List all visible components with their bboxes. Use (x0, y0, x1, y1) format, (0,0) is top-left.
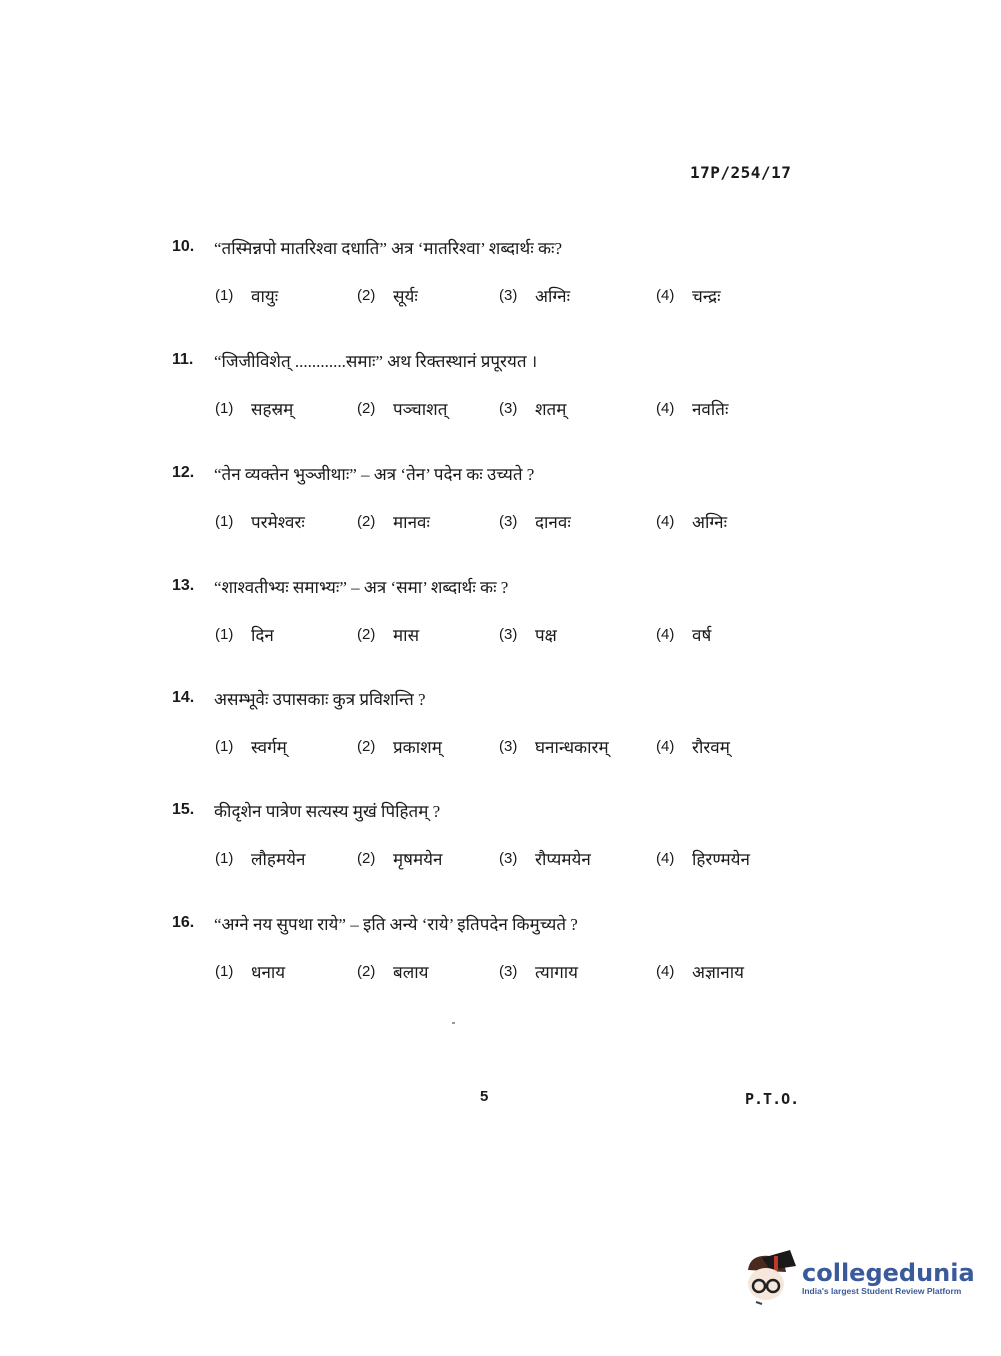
option-text: अग्निः (692, 512, 728, 532)
option (357, 843, 442, 873)
option-text: मास (393, 625, 420, 645)
option-number: (3) (499, 286, 518, 304)
option-number: (3) (499, 962, 518, 980)
option-text: प्रकाशम् (393, 737, 442, 757)
option-text: दिन (251, 625, 274, 645)
option (215, 619, 274, 649)
option-text: बलाय (393, 962, 429, 982)
option-text: अग्निः (535, 286, 571, 306)
paper-code: 17P/254/17 (690, 163, 792, 182)
option (357, 956, 429, 986)
option-list (172, 731, 812, 761)
option-number: (4) (656, 399, 675, 417)
question (172, 908, 812, 986)
option (656, 280, 721, 310)
option-text: स्वर्गम् (251, 737, 287, 757)
option-text: मानवः (393, 512, 430, 532)
option-number: (2) (357, 625, 376, 643)
option-text: हिरण्मयेन (692, 849, 750, 869)
option-text: नवतिः (692, 399, 729, 419)
option (357, 393, 447, 423)
question-stem (172, 345, 812, 375)
option-text: त्यागाय (535, 962, 579, 982)
option (357, 619, 419, 649)
option-text: सहस्रम् (251, 399, 294, 419)
question-text: कीदृशेन पात्रेण सत्यस्य मुखं पिहितम् ? (214, 801, 441, 821)
question-text: “तेन व्यक्तेन भुञ्जीथाः” – अत्र ‘तेन’ पदेन कः उच्यते ? (214, 464, 535, 484)
option-number: (4) (656, 962, 675, 980)
option-list (172, 393, 812, 423)
scan-speck (452, 1022, 455, 1024)
option-number: (2) (357, 849, 376, 867)
option (215, 731, 287, 761)
option (215, 956, 285, 986)
question (172, 795, 812, 873)
option-list (172, 280, 812, 310)
option (215, 393, 293, 423)
option-number: (1) (215, 849, 234, 867)
option-text: शतम् (535, 399, 567, 419)
question-number: 15. (172, 801, 195, 818)
option-number: (4) (656, 512, 675, 530)
option-number: (2) (357, 737, 376, 755)
option-number: (2) (357, 286, 376, 304)
question (172, 458, 812, 536)
question-text: “शाश्वतीभ्यः समाभ्यः” – अत्र ‘समा’ शब्दार्थः कः ? (214, 577, 509, 597)
option-number: (4) (656, 737, 675, 755)
option-number: (1) (215, 737, 234, 755)
option (499, 956, 578, 986)
option-number: (2) (357, 399, 376, 417)
option-number: (3) (499, 849, 518, 867)
option (656, 843, 750, 873)
collegedunia-logo (740, 1248, 975, 1308)
option-text: अज्ञानाय (692, 962, 744, 982)
option-text: वायुः (251, 286, 279, 306)
option-text: परमेश्वरः (251, 512, 305, 532)
question (172, 345, 812, 423)
option-number: (1) (215, 512, 234, 530)
option (656, 393, 728, 423)
question-number: 10. (172, 238, 195, 255)
brand-tagline: India's largest Student Review Platform (802, 1286, 962, 1296)
option-number: (4) (656, 625, 675, 643)
mascot-icon (740, 1248, 798, 1308)
pto-label: P.T.O. (745, 1090, 800, 1108)
option (357, 506, 430, 536)
option-text: घनान्धकारम् (535, 737, 609, 757)
option-text: वर्ष (692, 625, 712, 645)
question-text: “तस्मिन्नपो मातरिश्वा दधाति” अत्र ‘मातरिश्वा’ शब्दार्थः कः? (214, 238, 562, 258)
question-stem (172, 458, 812, 488)
question-stem (172, 232, 812, 262)
option-number: (1) (215, 286, 234, 304)
option-number: (3) (499, 512, 518, 530)
option (215, 506, 305, 536)
option-text: मृषमयेन (393, 849, 443, 869)
option-number: (4) (656, 286, 675, 304)
question-stem (172, 795, 812, 825)
option (499, 393, 566, 423)
option (499, 731, 609, 761)
option-number: (2) (357, 512, 376, 530)
question-number: 13. (172, 577, 195, 594)
question-stem (172, 908, 812, 938)
question-text: असम्भूवेः उपासकाः कुत्र प्रविशन्ति ? (214, 689, 426, 709)
question-number: 14. (172, 689, 195, 706)
option (499, 506, 571, 536)
option (656, 506, 727, 536)
option (357, 731, 442, 761)
option-list (172, 506, 812, 536)
brand-name: collegedunia (802, 1259, 975, 1287)
option-number: (4) (656, 849, 675, 867)
option-number: (1) (215, 399, 234, 417)
option-number: (3) (499, 737, 518, 755)
option-number: (1) (215, 962, 234, 980)
option (656, 956, 744, 986)
option (215, 280, 278, 310)
question-stem (172, 571, 812, 601)
question-text: “अग्ने नय सुपथा राये” – इति अन्ये ‘राये’ इतिपदेन किमुच्यते ? (214, 914, 578, 934)
option-text: चन्द्रः (692, 286, 721, 306)
question-number: 16. (172, 914, 195, 931)
option-list (172, 956, 812, 986)
question-text: “जिजीविशेत् ............समाः” अथ रिक्तस्थानं प्रपूरयत । (214, 351, 538, 371)
option-text: सूर्यः (393, 286, 418, 306)
option-text: पक्ष (535, 625, 557, 645)
option-number: (1) (215, 625, 234, 643)
option-text: रौप्यमयेन (535, 849, 591, 869)
question (172, 683, 812, 761)
option-list (172, 619, 812, 649)
option-text: लौहमयेन (251, 849, 306, 869)
page-number: 5 (480, 1088, 489, 1105)
option-text: पञ्चाशत् (393, 399, 448, 419)
question-number: 11. (172, 351, 194, 368)
question-number: 12. (172, 464, 195, 481)
option (499, 843, 591, 873)
option (499, 619, 557, 649)
option-number: (3) (499, 625, 518, 643)
option (357, 280, 418, 310)
option (656, 731, 730, 761)
option (499, 280, 570, 310)
option-list (172, 843, 812, 873)
option-text: दानवः (535, 512, 571, 532)
option-text: रौरवम् (692, 737, 730, 757)
question (172, 571, 812, 649)
option-text: धनाय (251, 962, 286, 982)
option-number: (2) (357, 962, 376, 980)
question (172, 232, 812, 310)
question-stem (172, 683, 812, 713)
option (656, 619, 711, 649)
option-number: (3) (499, 399, 518, 417)
option (215, 843, 305, 873)
